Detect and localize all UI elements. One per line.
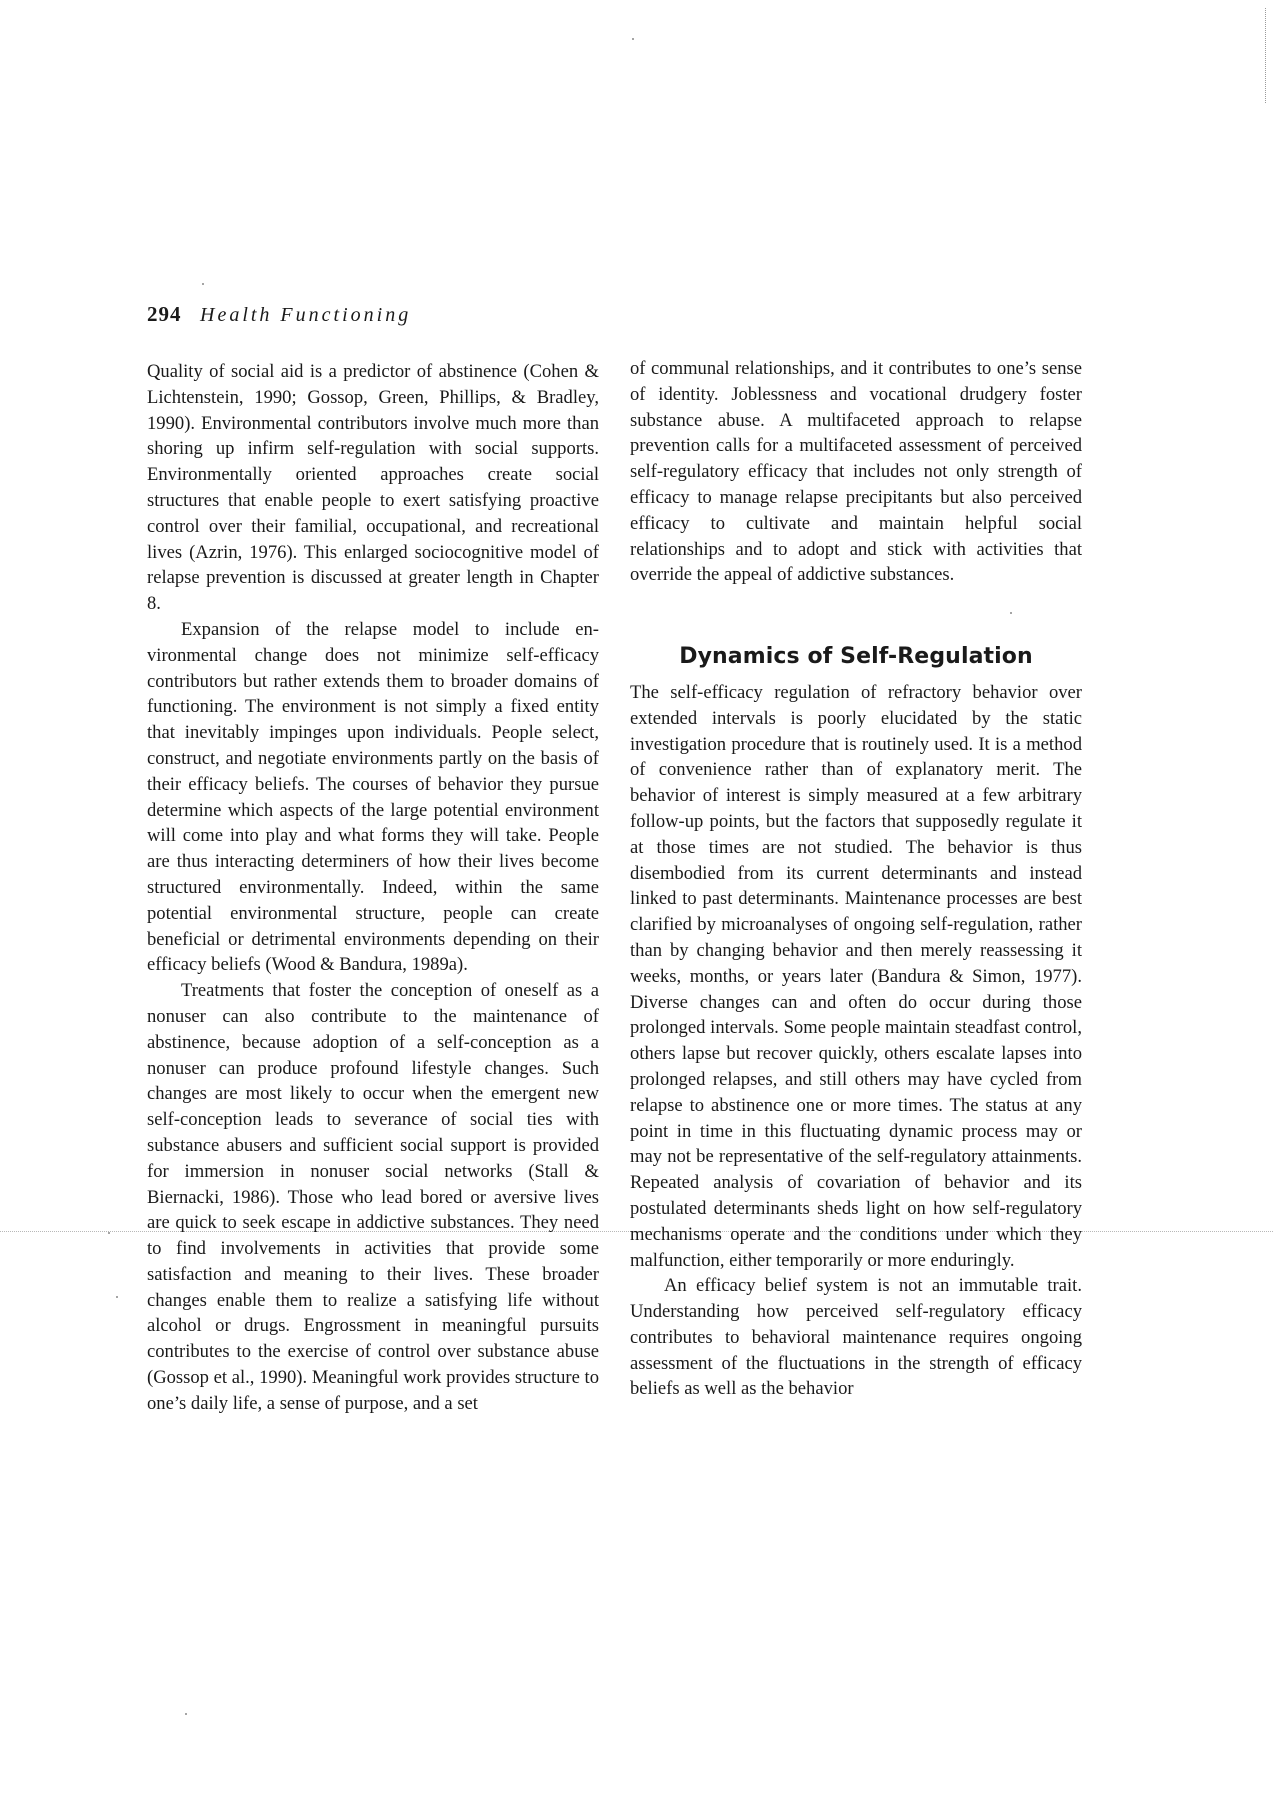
body-paragraph: An efficacy belief system is not an immutable trait. Understanding how perceived self-regulatory efficacy contributes to behavioral maintenance requires ongoing assessment of the fluctuations in the strength of efficacy beliefs as well as the behavior <box>630 1275 1082 1400</box>
body-paragraph: Treatments that foster the conception of oneself as a nonuser can also contribute to the maintenance of abstinence, because adoption of a self-conception as a nonuser can produce profound lifestyle changes. Such changes are most likely to occur when the emergent new self-conception leads to severance of social ties with substance abusers and sufficient social support is provided for immersion in nonuser social networks (Stall & Biernacki, 1986). Those who lead bored or aversive lives are quick to seek escape in addictive substances. They need to find involvements in activities that provide some satisfaction and meaning to their lives. These broader changes enable them to realize a satisfying life without alcohol or drugs. Engrossment in meaningful pursuits contributes to the exercise of control over substance abuse (Gossop et al., 1990). Meaningful work provides structure to one’s daily life, a sense of purpose, and a set <box>147 980 599 1414</box>
left-column <box>147 359 599 1417</box>
body-paragraph-continuation: of communal relationships, and it contributes to one’s sense of identity. Joblessness and vocational drudgery foster substance abuse. A multifaceted approach to relapse prevention calls for a multifaceted assessment of perceived self-regulatory efficacy that includes not only strength of efficacy to manage relapse precipitants but also perceived efficacy to cultivate and maintain helpful social relationships and to adopt and stick with activities that override the appeal of addictive substances. <box>630 358 1082 586</box>
page-number: 294 <box>147 302 182 326</box>
running-head: Health Functioning <box>200 304 412 326</box>
scan-speck <box>185 1713 187 1715</box>
page-header <box>147 302 411 327</box>
scan-edge-artifact <box>1265 8 1267 103</box>
scan-speck <box>632 38 634 40</box>
scan-speck <box>108 1232 110 1234</box>
scan-speck <box>202 283 204 285</box>
section-heading: Dynamics of Self-Regulation <box>679 644 1033 670</box>
right-column <box>630 356 1082 1402</box>
body-paragraph: The self-efficacy regulation of refractory behavior over extended intervals is poorly elucidated by the static investigation procedure that is routinely used. It is a method of convenience rather than of explanatory merit. The behavior of interest is simply measured at a few arbitrary follow-up points, but the factors that supposedly regulate it at those times are not studied. The behavior is thus disembodied from its current determinants and instead linked to past determinants. Maintenance processes are best clarified by microanalyses of ongoing self-regulation, rather than by changing behavior and then merely reassessing it weeks, months, or years later (Bandura & Simon, 1977). Diverse changes can and often do occur during those prolonged intervals. Some people maintain steadfast control, others lapse but recover quickly, others escalate lapses into prolonged relapses, and still others may have cycled from relapse to abstinence one or more times. The status at any point in time in this fluctuating dynamic process may or may not be representative of the self-regulatory attainments. Repeated analysis of covariation of behavior and its postulated determinants sheds light on how self-regulatory mechanisms operate and the conditions under which they malfunction, either temporarily or more enduringly. <box>630 681 1082 1271</box>
body-paragraph: Quality of social aid is a predictor of abstinence (Cohen & Lichtenstein, 1990; Gossop, Green, Phillips, & Bradley, 1990). Environmental contributors involve much more than shoring up infirm self-regulation with social supports. Environmentally oriented approaches create social structures that enable people to exert satisfying proactive control over their familial, occupational, and recreational lives (Azrin, 1976). This enlarged sociocognitive model of relapse prevention is discussed at greater length in Chapter 8. <box>147 361 599 615</box>
scan-speck <box>116 1296 118 1298</box>
body-paragraph: Expansion of the relapse model to include environmental change does not minimize self-efficacy contributors but rather extends them to broader domains of functioning. The environment is not simply a fixed entity that inevitably impinges upon individuals. People select, construct, and negotiate environments partly on the basis of their efficacy beliefs. The courses of behavior they pursue determine which aspects of the large potential environment will come into play and what forms they will take. People are thus interacting determiners of how their lives become structured environmentally. Indeed, within the same potential environmental structure, people can create beneficial or detrimental environments depending on their efficacy beliefs (Wood & Bandura, 1989a). <box>147 618 599 976</box>
